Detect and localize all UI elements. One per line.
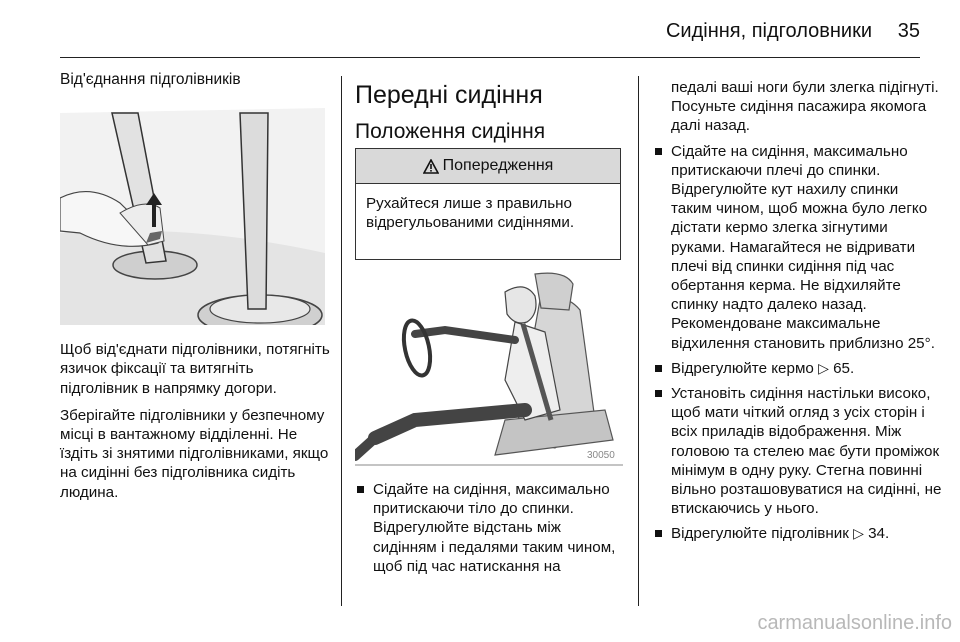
section-title: Сидіння, підголовники — [665, 20, 872, 42]
middle-bullets — [355, 480, 625, 582]
list-item — [653, 524, 943, 543]
subsection-heading: Положення сидіння — [355, 120, 546, 143]
bullet-text: Сідайте на сидіння, максимально притискаючи тіло до спинки. Відрегулюйте відстань між сидінням і педалями таким чином, щоб під час натискання на — [373, 481, 616, 575]
left-column — [60, 70, 330, 502]
column-divider — [638, 76, 639, 606]
page-reference-arrow-icon: ▷ — [853, 525, 864, 542]
bullet-text: Установіть сидіння настільки високо, щоб мати чіткий огляд з усіх сторін і всіх приладів відображення. Між головою та стелею має бути проміжок мінімум в одну руку. Стегна повинні вільно розташовуватися на сидінні, не втискаючись у нього. — [671, 385, 942, 518]
driver-seat-illustration — [355, 270, 623, 466]
headrest-removal-illustration — [60, 103, 325, 325]
list-item — [355, 480, 625, 576]
warning-text: Рухайтеся лише з правильно відрегульованими сидіннями. — [366, 195, 575, 232]
warning-header — [356, 149, 620, 184]
continued-paragraph: педалі ваші ноги були злегка підігнуті. Посуньте сидіння пасажира якомога далі назад. — [671, 79, 939, 135]
page-reference[interactable]: 65. — [833, 359, 855, 377]
warning-box — [355, 148, 621, 260]
bullet-text: Сідайте на сидіння, максимально притискаючи плечі до спинки. Відрегулюйте кут нахилу спинки таким чином, щоб можна було легко дістати кермо злегка зігнутими руками. Намагайтеся не відривати плечі від спинки сидіння під час обертання керма. Не відхиляйте спинку надто далеко назад. Рекомендоване максимальне відхилення становить приблизно 25°. — [671, 142, 935, 352]
warning-title: Попередження — [442, 157, 554, 174]
figure-code: 30050 — [587, 450, 615, 461]
bullet-icon — [357, 486, 364, 493]
list-item — [653, 359, 943, 378]
seat-position-illustration — [355, 270, 625, 466]
bullet-icon — [655, 530, 662, 537]
page-number: 35 — [897, 20, 920, 42]
bullet-icon — [655, 365, 662, 372]
page-reference[interactable]: 34. — [868, 525, 890, 543]
bullet-text: Відрегулюйте кермо — [671, 359, 814, 377]
watermark: carmanualsonline.info — [757, 612, 952, 634]
warning-triangle-icon — [423, 159, 439, 174]
subsection-heading: Від'єднання підголівників — [60, 71, 241, 88]
bullet-text: Відрегулюйте підголівник — [671, 525, 849, 543]
list-item — [653, 384, 943, 518]
page-header — [0, 0, 960, 62]
list-item — [653, 142, 943, 353]
column-divider — [341, 76, 342, 606]
storage-paragraph: Зберігайте підголівники у безпечному місці в вантажному відділенні. Не їздіть зі знятими підголівниками, якщо на сидінні без підголівника сидіть людина. — [60, 406, 329, 501]
bullet-icon — [655, 148, 662, 155]
page-reference-arrow-icon: ▷ — [818, 359, 829, 376]
right-column — [653, 78, 943, 550]
middle-column — [355, 80, 625, 146]
bullet-icon — [655, 390, 662, 397]
instruction-paragraph: Щоб від'єднати підголівники, потягніть язичок фіксації та витягніть підголівник в напрямку догори. — [60, 341, 330, 397]
section-heading: Передні сидіння — [355, 81, 543, 109]
header-rule — [60, 57, 920, 58]
